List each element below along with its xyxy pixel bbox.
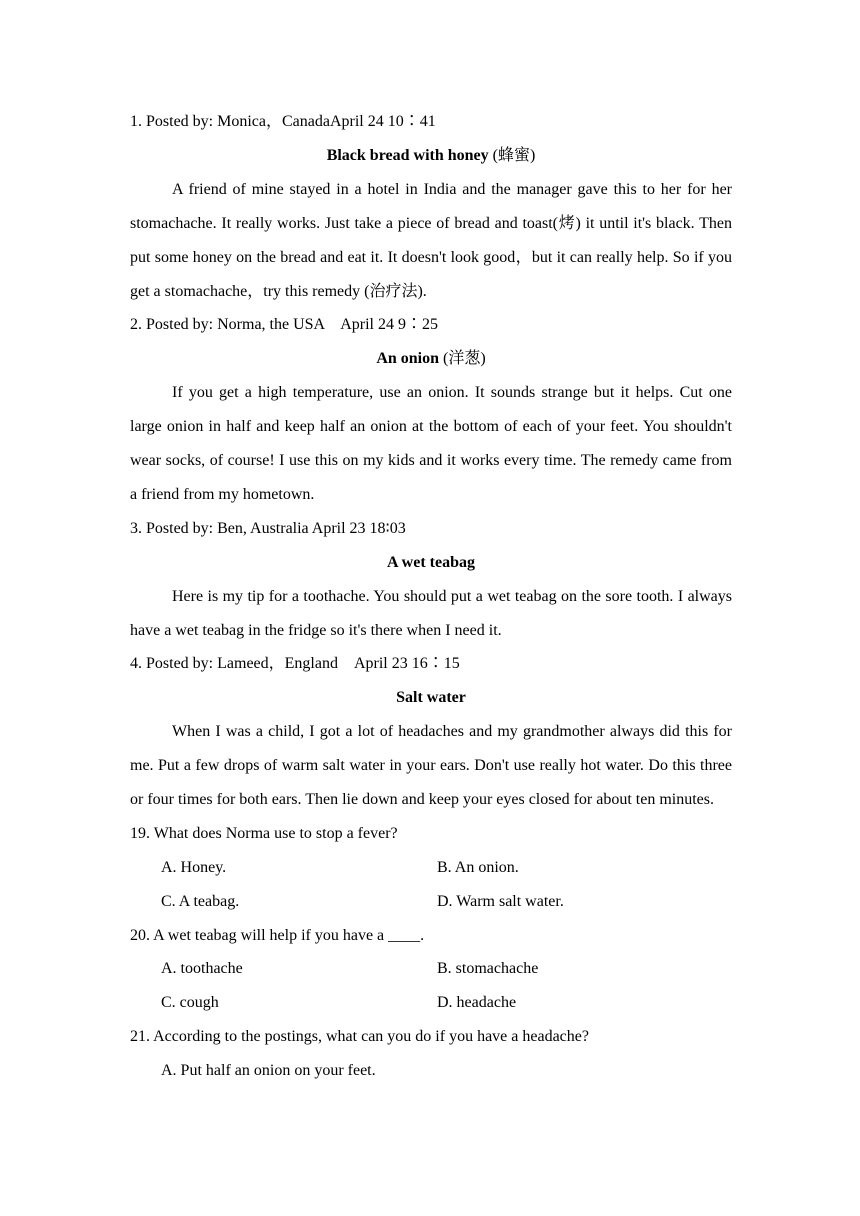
post-title-note: (蜂蜜): [488, 146, 536, 164]
option-a: A. toothache: [161, 960, 243, 978]
post-header: 3. Posted by: Ben, Australia April 23 18∶03: [130, 519, 406, 537]
option-a: A. Honey.: [161, 858, 227, 876]
post-body: A friend of mine stayed in a hotel in India and the manager gave this to her for her stomachache. It really works. Just take a piece of bread and toast(烤) it until it's black. Then put some honey on the bread and eat it. It doesn't look good，but it can really help. So if you get a stomachache，try this remedy (治疗法).: [130, 180, 732, 300]
document-content: [130, 105, 732, 1088]
option-row: [130, 952, 732, 986]
post-title-text: Salt water: [396, 689, 466, 707]
option-c: C. A teabag.: [161, 892, 240, 910]
post-title-text: Black bread with honey: [326, 146, 489, 164]
question-stem: 20. A wet teabag will help if you have a ____.: [130, 926, 425, 944]
option-d: D. headache: [437, 994, 517, 1012]
post-title-note: (洋葱): [439, 350, 486, 368]
option-a: A. Put half an onion on your feet.: [161, 1062, 376, 1080]
option-row: [130, 986, 732, 1020]
post-body: When I was a child, I got a lot of headaches and my grandmother always did this for me. Put a few drops of warm salt water in your ears. Don't use really hot water. Do this three or four times for both ears. Then lie down and keep your eyes closed for about ten minutes.: [130, 723, 732, 808]
post-title: [130, 681, 732, 715]
question-stem: 21. According to the postings, what can you do if you have a headache?: [130, 1028, 589, 1046]
post-title: [130, 342, 732, 376]
option-b: B. stomachache: [437, 960, 539, 978]
post-body: If you get a high temperature, use an onion. It sounds strange but it helps. Cut one large onion in half and keep half an onion at the bottom of each of your feet. You shouldn't wear socks, of course! I use this on my kids and it works every time. The remedy came from a friend from my hometown.: [130, 384, 732, 503]
option-row: [130, 885, 732, 919]
post-title: [130, 139, 732, 173]
option-c: C. cough: [161, 994, 219, 1012]
post-header: 1. Posted by: Monica，CanadaApril 24 10∶41: [130, 113, 436, 130]
post-header: 2. Posted by: Norma, the USA April 24 9∶25: [130, 316, 438, 334]
option-row: [130, 851, 732, 885]
option-b: B. An onion.: [437, 858, 519, 876]
question-stem: 19. What does Norma use to stop a fever?: [130, 824, 398, 842]
post-header: 4. Posted by: Lameed，England April 23 16∶15: [130, 655, 460, 673]
post-title-text: An onion: [376, 350, 440, 368]
post-title: [130, 546, 732, 580]
option-row: [130, 1054, 732, 1088]
post-title-text: A wet teabag: [387, 553, 475, 571]
post-body: Here is my tip for a toothache. You should put a wet teabag on the sore tooth. I always have a wet teabag in the fridge so it's there when I need it.: [130, 587, 732, 639]
option-d: D. Warm salt water.: [437, 892, 564, 910]
